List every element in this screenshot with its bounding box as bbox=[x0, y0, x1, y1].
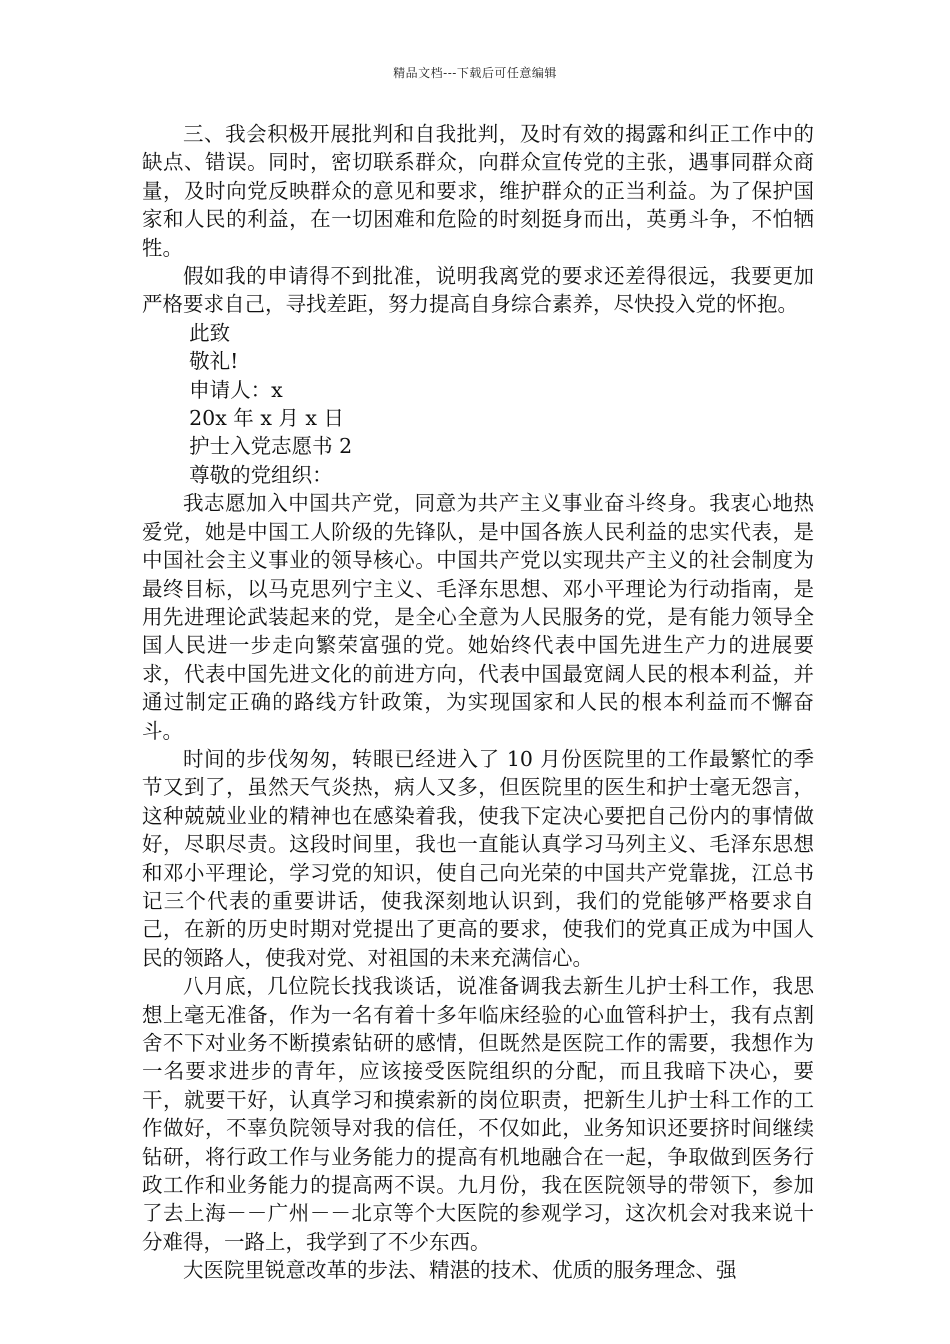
paragraph-big-hospitals: 大医院里锐意改革的步法、精湛的技术、优质的服务理念、强 bbox=[183, 1258, 737, 1283]
date-line: 20x 年 x 月 x 日 bbox=[189, 406, 344, 431]
applicant-line: 申请人：x bbox=[189, 377, 283, 402]
closing-salutation: 此致 bbox=[189, 320, 231, 345]
paragraph-criticism: 三、我会积极开展批判和自我批判，及时有效的揭露和纠正工作中的缺点、错误。同时，密切联系群众，向群众宣传党的主张，遇事同群众商量，及时向党反映群众的意见和要求，维护群众的正当利益。为了保护国家和人民的利益，在一切困难和危险的时刻挺身而出，英勇斗争，不怕牺牲。 bbox=[142, 122, 814, 260]
paragraph-if-rejected: 假如我的申请得不到批准，说明我离党的要求还差得很远，我要更加严格要求自己，寻找差距，努力提高自身综合素养，尽快投入党的怀抱。 bbox=[142, 264, 814, 317]
page-header: 精品文档---下载后可任意编辑 bbox=[393, 66, 557, 80]
document-body bbox=[142, 120, 814, 1285]
paragraph-august: 八月底，几位院长找我谈话，说准备调我去新生儿护士科工作，我思想上毫无准备，作为一名有着十多年临床经验的心血管科护士，我有点割舍不下对业务不断摸索钻研的感情，但既然是医院工作的需要，我想作为一名要求进步的青年，应该接受医院组织的分配，而且我暗下决心，要干，就要干好，认真学习和摸索新的岗位职责，把新生儿护士科工作的工作做好，不辜负院领导对我的信任，不仅如此，业务知识还要挤时间继续钻研，将行政工作与业务能力的提高有机地融合在一起，争取做到医务行政工作和业务能力的提高两不误。九月份，我在医院领导的带领下，参加了去上海－－广州－－北京等个大医院的参观学习，这次机会对我来说十分难得，一路上，我学到了不少东西。 bbox=[142, 974, 814, 1254]
second-letter-title: 护士入党志愿书 2 bbox=[189, 434, 353, 459]
paragraph-october: 时间的步伐匆匆，转眼已经进入了 10 月份医院里的工作最繁忙的季节又到了，虽然天气炎热，病人又多，但医院里的医生和护士毫无怨言，这种兢兢业业的精神也在感染着我，使我下定决心要把自己份内的事情做好，尽职尽责。这段时间里，我也一直能认真学习马列主义、毛泽东思想和邓小平理论，学习党的知识，使自己向光荣的中国共产党靠拢，江总书记三个代表的重要讲话，使我深刻地认识到，我们的党能够严格要求自己，在新的历史时期对党提出了更高的要求，使我们的党真正成为中国人民的领路人，使我对党、对祖国的未来充满信心。 bbox=[142, 746, 814, 970]
letter-greeting: 尊敬的党组织： bbox=[189, 462, 333, 487]
closing-respect: 敬礼! bbox=[189, 349, 239, 374]
paragraph-volunteer: 我志愿加入中国共产党，同意为共产主义事业奋斗终身。我衷心地热爱党，她是中国工人阶级的先锋队，是中国各族人民利益的忠实代表，是中国社会主义事业的领导核心。中国共产党以实现共产主义的社会制度为最终目标，以马克思列宁主义、毛泽东思想、邓小平理论为行动指南，是用先进理论武装起来的党，是全心全意为人民服务的党，是有能力领导全国人民进一步走向繁荣富强的党。她始终代表中国先进生产力的进展要求，代表中国先进文化的前进方向，代表中国最宽阔人民的根本利益，并通过制定正确的路线方针政策，为实现国家和人民的根本利益而不懈奋斗。 bbox=[142, 491, 814, 743]
